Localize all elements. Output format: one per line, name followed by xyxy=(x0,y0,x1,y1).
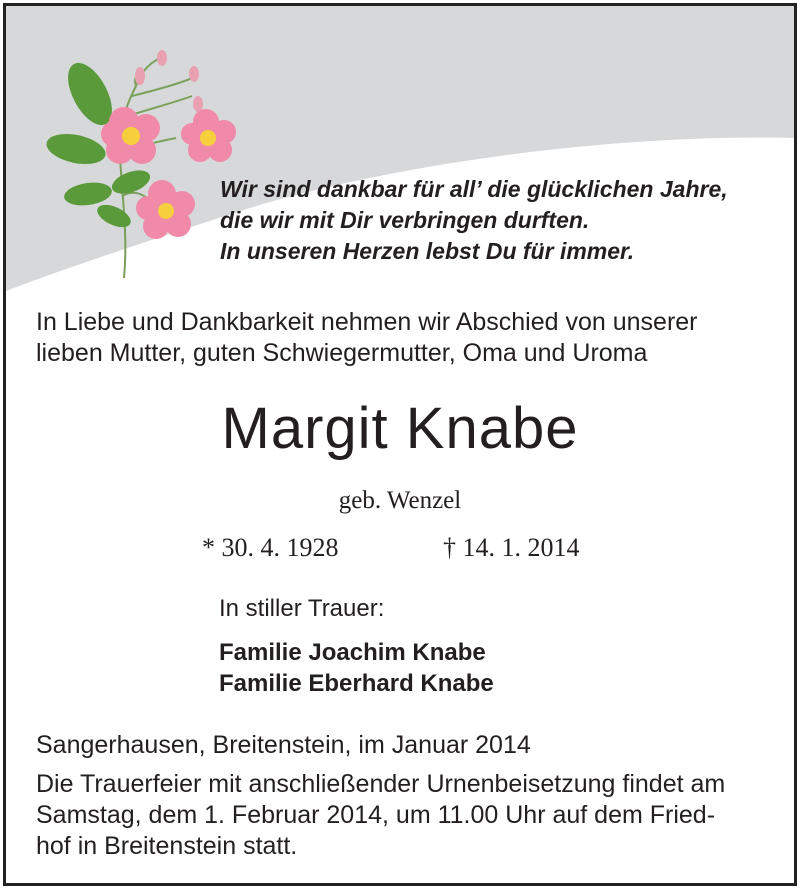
rose-blossom-2 xyxy=(181,109,236,162)
mourning-heading: In stiller Trauer: xyxy=(219,595,385,622)
intro-line: lieben Mutter, guten Schwiegermutter, Oma und Uroma xyxy=(36,339,648,367)
birth-name: geb. Wenzel xyxy=(338,487,462,514)
ceremony-line: hof in Breitenstein statt. xyxy=(36,832,298,860)
wild-rose-branch-icon xyxy=(36,46,246,281)
quote-line: Wir sind dankbar für all’ die glücklichen Jahre, xyxy=(220,176,728,202)
obituary-card xyxy=(3,3,797,886)
family-name: Familie Joachim Knabe xyxy=(219,639,486,666)
memorial-quote xyxy=(220,174,780,267)
place-and-date: Sangerhausen, Breitenstein, im Januar 2014 xyxy=(36,731,531,759)
farewell-intro xyxy=(36,307,781,369)
ceremony-line: Die Trauerfeier mit anschließender Urnenbeisetzung findet am xyxy=(36,770,726,798)
death-date: † 14. 1. 2014 xyxy=(443,533,580,562)
intro-line: In Liebe und Dankbarkeit nehmen wir Abschied von unserer xyxy=(36,308,698,336)
quote-line: die wir mit Dir verbringen durften. xyxy=(220,207,590,233)
family-name: Familie Eberhard Knabe xyxy=(219,670,494,697)
ceremony-notice xyxy=(36,769,786,862)
mourner-families xyxy=(219,637,494,699)
quote-line: In unseren Herzen lebst Du für immer. xyxy=(220,238,635,264)
deceased-name: Margit Knabe xyxy=(221,396,579,461)
birth-date: * 30. 4. 1928 xyxy=(202,533,339,562)
rose-blossom-3 xyxy=(136,180,195,239)
ceremony-line: Samstag, dem 1. Februar 2014, um 11.00 Uhr auf dem Fried- xyxy=(36,801,716,829)
